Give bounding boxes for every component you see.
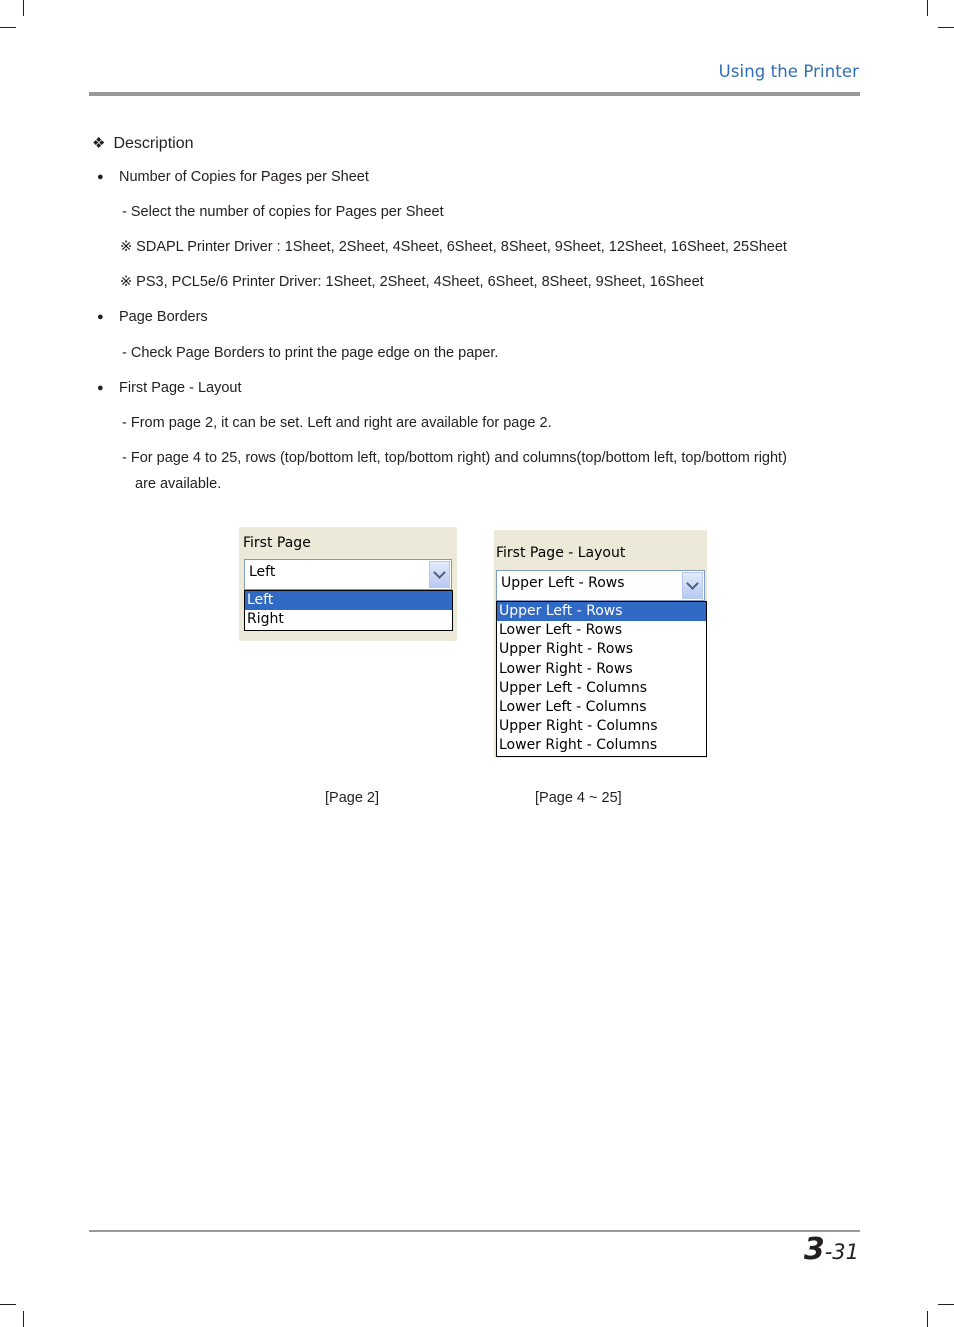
bullet-title: Number of Copies for Pages per Sheet bbox=[119, 169, 369, 185]
dropdown-button[interactable] bbox=[682, 572, 703, 599]
first-page-dropdown-list bbox=[244, 590, 453, 631]
page-number bbox=[804, 1232, 859, 1267]
dropdown-option[interactable]: Upper Right - Rows bbox=[499, 641, 634, 658]
dropdown-button[interactable] bbox=[429, 561, 450, 588]
chevron-down-icon bbox=[433, 566, 446, 579]
crop-mark bbox=[23, 1311, 24, 1327]
dropdown-option[interactable]: Lower Right - Columns bbox=[499, 737, 658, 754]
note-line: ※ PS3, PCL5e/6 Printer Driver: 1Sheet, 2Sheet, 4Sheet, 6Sheet, 8Sheet, 9Sheet, 16Sheet bbox=[120, 274, 704, 290]
sub-line: - Select the number of copies for Pages per Sheet bbox=[122, 204, 444, 220]
bullet-icon: ● bbox=[97, 311, 104, 323]
first-page-layout-screenshot bbox=[494, 530, 707, 758]
first-page-label: First Page bbox=[243, 535, 311, 551]
bullet-title: First Page - Layout bbox=[119, 380, 242, 396]
crop-mark bbox=[23, 0, 24, 16]
crop-mark bbox=[927, 1311, 928, 1327]
crop-mark bbox=[938, 1304, 954, 1305]
figure-caption-page2: [Page 2] bbox=[325, 790, 380, 806]
crop-mark bbox=[938, 27, 954, 28]
diamond-icon: ❖ bbox=[92, 135, 106, 152]
first-page-layout-label: First Page - Layout bbox=[496, 545, 626, 561]
dropdown-option[interactable]: Upper Left - Columns bbox=[499, 679, 648, 696]
section-heading bbox=[92, 134, 193, 153]
combobox-value: Upper Left - Rows bbox=[501, 575, 625, 591]
footer-rule bbox=[89, 1230, 860, 1232]
page-number-separator: - bbox=[824, 1240, 833, 1264]
sub-line: - For page 4 to 25, rows (top/bottom left, top/bottom right) and columns(top/bottom left, top/bottom right) bbox=[122, 450, 787, 466]
bullet-item bbox=[97, 309, 208, 325]
bullet-icon: ● bbox=[97, 382, 104, 394]
bullet-item bbox=[97, 169, 369, 185]
bullet-icon: ● bbox=[97, 171, 104, 183]
header-title: Using the Printer bbox=[718, 62, 859, 81]
first-page-screenshot bbox=[239, 527, 457, 641]
dropdown-option[interactable]: Right bbox=[247, 611, 284, 628]
chapter-number: 3 bbox=[803, 1232, 825, 1267]
sub-line: - Check Page Borders to print the page edge on the paper. bbox=[122, 345, 499, 361]
crop-mark bbox=[0, 1304, 16, 1305]
sub-line: - From page 2, it can be set. Left and right are available for page 2. bbox=[122, 415, 552, 431]
first-page-combobox[interactable] bbox=[244, 559, 452, 590]
section-title: Description bbox=[113, 135, 194, 152]
header-rule bbox=[89, 92, 860, 96]
note-line: ※ SDAPL Printer Driver : 1Sheet, 2Sheet, 4Sheet, 6Sheet, 8Sheet, 9Sheet, 12Sheet, 16Sheet, 25Sheet bbox=[120, 239, 787, 255]
bullet-item bbox=[97, 380, 242, 396]
page-number-value: 31 bbox=[832, 1240, 859, 1264]
dropdown-option[interactable]: Lower Left - Columns bbox=[499, 698, 647, 715]
crop-mark bbox=[0, 27, 16, 28]
dropdown-option[interactable]: Upper Right - Columns bbox=[499, 718, 658, 735]
first-page-layout-combobox[interactable] bbox=[496, 570, 705, 601]
dropdown-option[interactable]: Lower Left - Rows bbox=[499, 622, 623, 639]
sub-line-continuation: are available. bbox=[135, 476, 222, 492]
dropdown-option[interactable]: Left bbox=[245, 591, 452, 610]
first-page-layout-dropdown-list bbox=[496, 601, 707, 757]
crop-mark bbox=[927, 0, 928, 16]
bullet-title: Page Borders bbox=[119, 309, 208, 325]
chevron-down-icon bbox=[686, 577, 699, 590]
figure-caption-page4: [Page 4 ~ 25] bbox=[535, 790, 622, 806]
combobox-value: Left bbox=[249, 564, 276, 580]
dropdown-option[interactable]: Lower Right - Rows bbox=[499, 660, 633, 677]
dropdown-option[interactable]: Upper Left - Rows bbox=[497, 602, 706, 621]
